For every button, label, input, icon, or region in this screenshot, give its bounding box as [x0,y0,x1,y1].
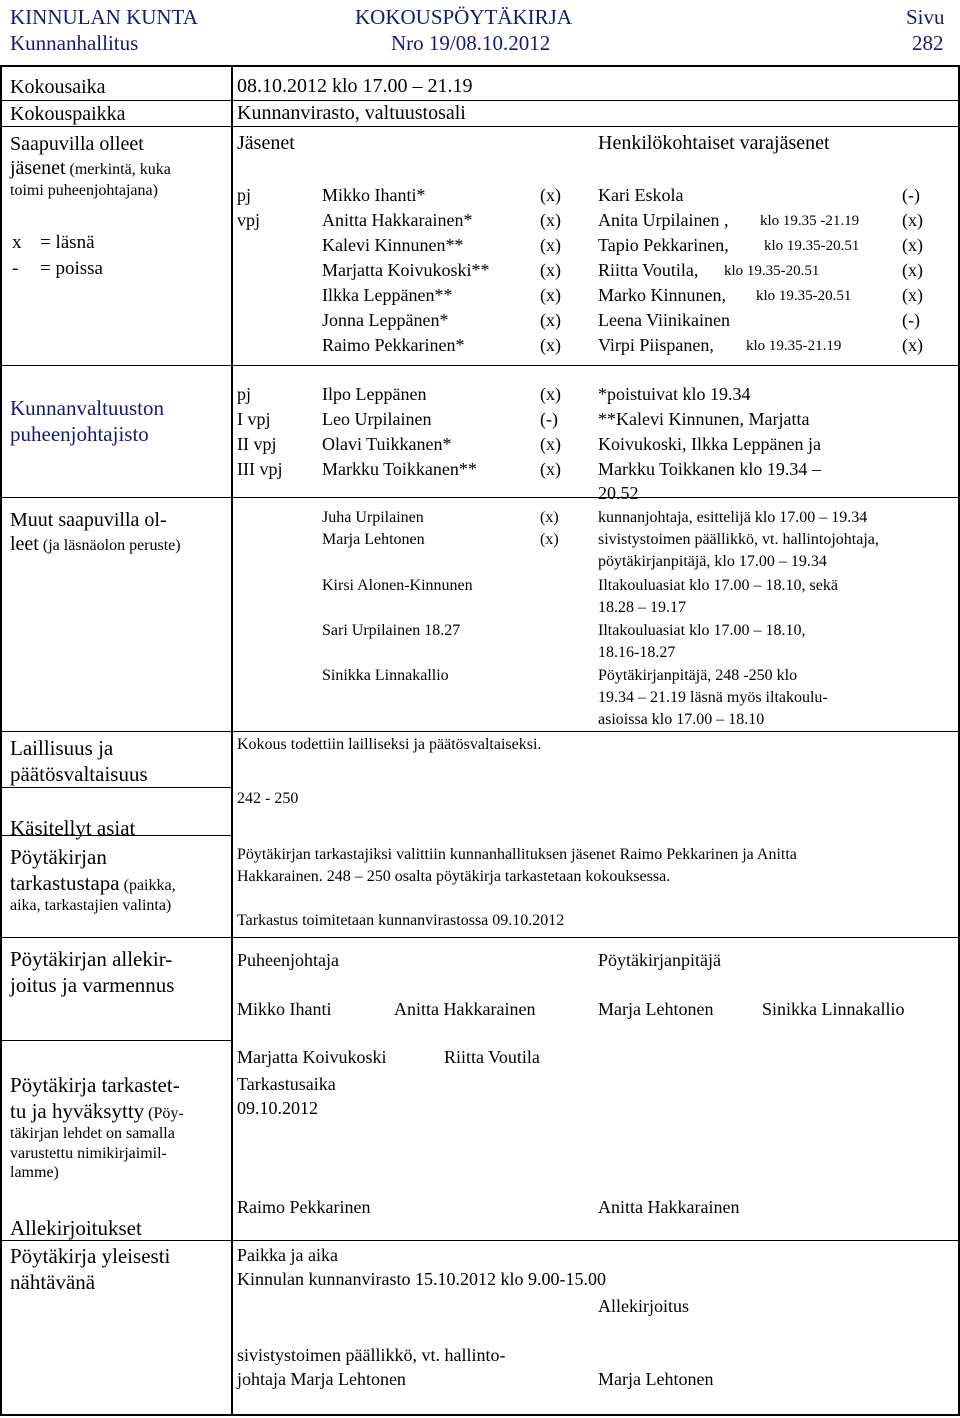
handled-items: 242 - 250 [237,790,299,807]
municipality-name: KINNULAN KUNTA [10,5,198,29]
secretary-title: Pöytäkirjanpitäjä [598,950,721,970]
column-divider [231,65,233,1416]
label-meeting-place: Kokouspaikka [10,103,126,125]
meeting-place: Kunnanvirasto, valtuustosali [237,102,466,124]
place-time-label: Paikka ja aika [237,1245,338,1265]
label-inspection-method: Pöytäkirjan tarkastustapa (paikka, aika, tarkastajien valinta) [10,845,176,915]
label-meeting-time: Kokousaika [10,76,106,98]
place-time: Kinnulan kunnanvirasto 15.10.2012 klo 9.00-15.00 [237,1269,606,1289]
label-attendees-line2: jäsenet (merkintä, kuka [10,157,171,180]
header-divider [0,65,960,67]
inspection-time-label: Tarkastusaika [237,1074,336,1094]
label-public-display: Pöytäkirja yleisesti nähtävänä [10,1244,171,1294]
label-other-attendees: Muut saapuvilla ol- leet (ja läsnäolon peruste) [10,509,181,556]
inspector-name-1: Raimo Pekkarinen [237,1197,371,1217]
signature-label: Allekirjoitus [598,1296,689,1316]
label-approved: Pöytäkirja tarkastet- tu ja hyväksytty (Pöy- täkirjan lehdet on samalla varustettu nimikirjaimil- lamme) [10,1073,184,1182]
row-divider [0,937,960,938]
signer-name: Marja Lehtonen [598,1369,714,1389]
inspection-date: 09.10.2012 [237,1098,318,1118]
meeting-time: 08.10.2012 klo 17.00 – 21.19 [237,75,473,97]
label-legality: Laillisuus ja päätösvaltaisuus [10,736,148,786]
row-divider [0,365,960,366]
chair-title: Puheenjohtaja [237,950,339,970]
legality-text: Kokous todettiin lailliseksi ja päätösvaltaiseksi. [237,736,542,753]
deputies-header: Henkilökohtaiset varajäsenet [598,132,830,154]
label-attendees-line1: Saapuvilla olleet [10,133,144,155]
meeting-number: Nro 19/08.10.2012 [391,31,551,55]
row-divider [0,731,960,732]
left-border [0,65,2,1416]
signer-title-line1: sivistystoimen päällikkö, vt. hallinto- [237,1345,506,1365]
document-type: KOKOUSPÖYTÄKIRJA [355,5,573,29]
label-council-chairs: Kunnanvaltuuston puheenjohtajisto [10,396,164,446]
bottom-border [0,1414,960,1416]
page-label: Sivu [906,5,945,29]
organ-name: Kunnanhallitus [10,31,139,55]
row-divider [0,1040,231,1041]
label-attendees [10,132,225,200]
label-signing: Pöytäkirjan allekir- joitus ja varmennus [10,947,175,997]
label-handled-items: Käsitellyt asiat [10,816,136,840]
page-number: 282 [912,31,944,55]
members-header: Jäsenet [237,132,295,154]
row-divider [0,497,960,498]
row-divider [0,100,960,101]
signer-title-line2: johtaja Marja Lehtonen [237,1369,406,1389]
label-attendees-line3: toimi puheenjohtajana) [10,181,158,199]
label-signatures: Allekirjoitukset [10,1216,142,1240]
inspector-name-2: Anitta Hakkarainen [598,1197,740,1217]
